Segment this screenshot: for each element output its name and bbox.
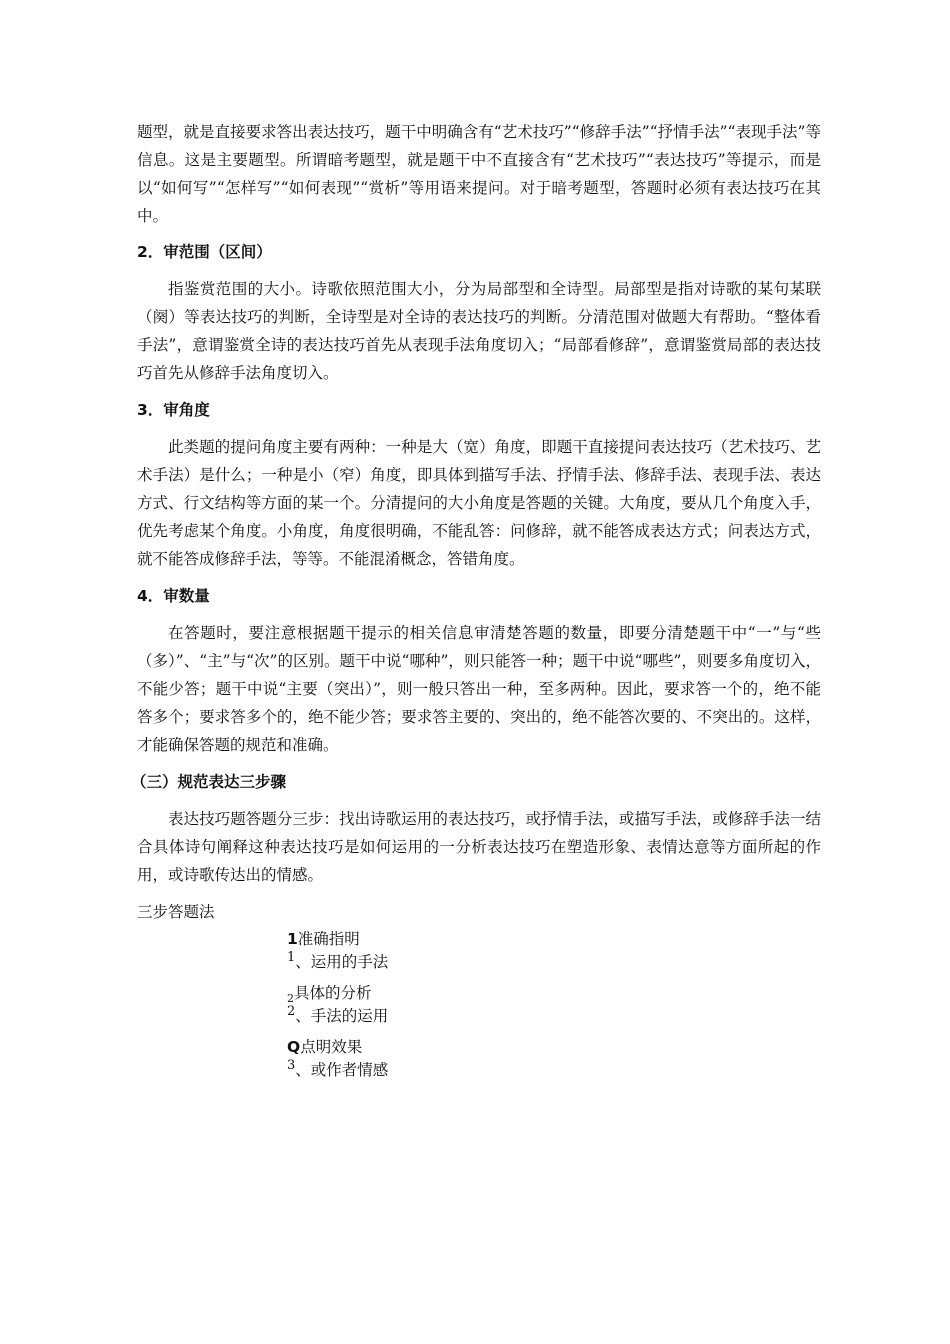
- step-title: 点明效果: [300, 1038, 363, 1056]
- step-number: 3: [287, 1057, 296, 1073]
- step-detail: 、运用的手法: [295, 953, 389, 971]
- step-detail: 、或作者情感: [295, 1061, 389, 1079]
- heading-quantity: 4．审数量: [137, 587, 210, 605]
- heading-scope: 2．审范围（区间）: [137, 243, 272, 261]
- step-detail: 、手法的运用: [295, 1007, 389, 1025]
- step-title: 准确指明: [297, 930, 360, 948]
- step-number: 2: [287, 1003, 296, 1019]
- step-title: 具体的分析: [294, 984, 372, 1002]
- steps-list: [287, 928, 821, 1082]
- step-marker: 1: [287, 930, 298, 948]
- step-marker: Q: [287, 1038, 301, 1056]
- quantity-paragraph: 在答题时，要注意根据题干提示的相关信息审清楚答题的数量，即要分清楚题干中“一”与“些（多）”、“主”与“次”的区别。题干中说“哪种”，则只能答一种；题干中说“哪些”，则要多角度切入，不能少答；题干中说“主要（突出）”，则一般只答出一种，至多两种。因此，要求答一个的，绝不能答多个；要求答多个的，绝不能少答；要求答主要的、突出的，绝不能答次要的、不突出的。这样，才能确保答题的规范和准确。: [137, 624, 821, 754]
- three-steps-paragraph: 表达技巧题答题分三步：找出诗歌运用的表达技巧，或抒情手法，或描写手法，或修辞手法一结合具体诗句阐释这种表达技巧是如何运用的一分析表达技巧在塑造形象、表情达意等方面所起的作用，或诗歌传达出的情感。: [137, 810, 821, 884]
- step-item: [287, 1036, 821, 1082]
- angle-paragraph: 此类题的提问角度主要有两种：一种是大（宽）角度，即题干直接提问表达技巧（艺术技巧、艺术手法）是什么；一种是小（窄）角度，即具体到描写手法、抒情手法、修辞手法、表现手法、表达方式、行文结构等方面的某一个。分清提问的大小角度是答题的关键。大角度，要从几个角度入手，优先考虑某个角度。小角度，角度很明确，不能乱答：问修辞，就不能答成表达方式；问表达方式，就不能答成修辞手法，等等。不能混淆概念，答错角度。: [137, 438, 821, 568]
- step-item: [287, 928, 821, 974]
- step-marker: 2: [287, 992, 294, 1006]
- step-item: [287, 982, 821, 1028]
- document-body: [131, 118, 821, 1090]
- scope-paragraph: 指鉴赏范围的大小。诗歌依照范围大小，分为局部型和全诗型。局部型是指对诗歌的某句某联（阕）等表达技巧的判断，全诗型是对全诗的表达技巧的判断。分清范围对做题大有帮助。“整体看手法”，意谓鉴赏全诗的表达技巧首先从表现手法角度切入；“局部看修辞”，意谓鉴赏局部的表达技巧首先从修辞手法角度切入。: [137, 280, 821, 382]
- steps-label: 三步答题法: [137, 903, 215, 921]
- heading-three-steps: （三）规范表达三步骤: [131, 773, 287, 791]
- intro-paragraph: 题型，就是直接要求答出表达技巧，题干中明确含有“艺术技巧”“修辞手法”“抒情手法”“表现手法”等信息。这是主要题型。所谓暗考题型，就是题干中不直接含有“艺术技巧”“表达技巧”等提示，而是以“如何写”“怎样写”“如何表现”“赏析”等用语来提问。对于暗考题型，答题时必须有表达技巧在其中。: [137, 123, 821, 225]
- step-number: 1: [287, 949, 296, 965]
- heading-angle: 3．审角度: [137, 401, 210, 419]
